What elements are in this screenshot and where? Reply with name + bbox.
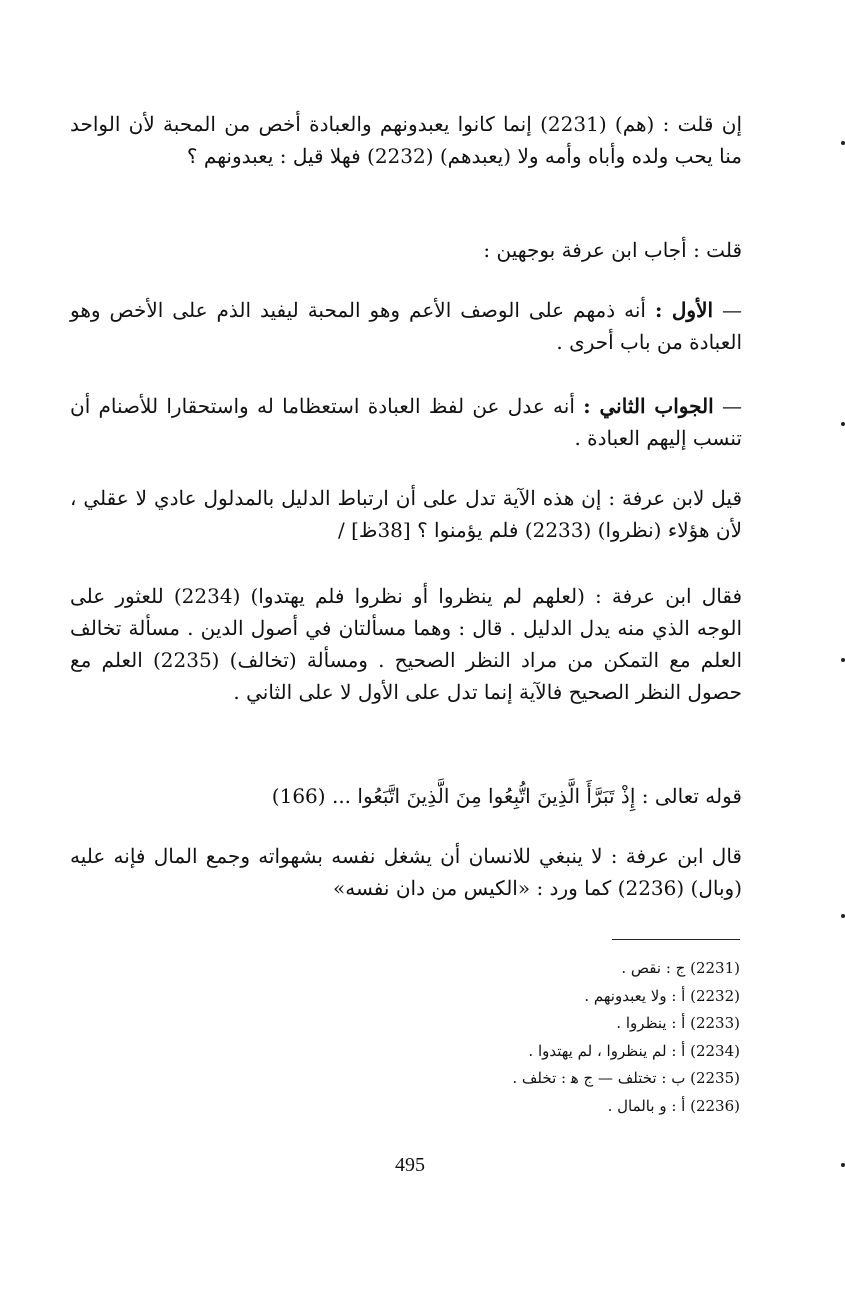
paragraph-commentary [70, 840, 742, 904]
paragraph-body [70, 390, 742, 454]
paragraph-second-answer [70, 390, 742, 454]
footnote-item: (2233) أ : ينظروا . [616, 1014, 740, 1032]
scan-edge-mark [841, 658, 845, 662]
first-answer-heading: الأول : [654, 298, 714, 322]
paragraph-text: أنه ذمهم على الوصف الأعم وهو المحبة ليفيد الذم على الأخص وهو العبادة من باب أحرى . [70, 298, 742, 354]
paragraph-question [70, 108, 742, 172]
paragraph-text: أنه عدل عن لفظ العبادة استعظاما له واستحقارا للأصنام أن تنسب إليهم العبادة . [70, 394, 742, 450]
dash: — [722, 298, 743, 322]
footnotes [330, 955, 740, 1120]
paragraph-text: قيل لابن عرفة : إن هذه الآية تدل على أن ارتباط الدليل بالمدلول عادي لا عقلي ، لأن هؤلاء (نظروا) (2233) فلم يؤمنوا ؟ [38ظ] / [70, 486, 742, 542]
manuscript-folio-marker: [38ظ] / [338, 518, 411, 542]
scan-edge-mark [841, 141, 845, 145]
paragraph-body [70, 294, 742, 358]
footnote-item: (2235) ب : تختلف — ج ﻫ : تخلف . [512, 1069, 740, 1087]
second-answer-heading: الجواب الثاني : [583, 394, 714, 418]
scan-edge-mark [841, 914, 845, 918]
scan-edge-mark [841, 1163, 845, 1167]
dash: — [722, 394, 743, 418]
paragraph-answer-intro [70, 234, 742, 266]
footnote-item: (2232) أ : ولا يعبدونهم . [584, 986, 740, 1005]
paragraph-quran-verse [70, 780, 742, 812]
footnote-item: (2236) أ : و بالمال . [607, 1096, 740, 1115]
page-number: 495 [395, 1154, 425, 1176]
paragraph-reply [70, 580, 742, 708]
paragraph-first-answer [70, 294, 742, 358]
footnote-divider [612, 939, 740, 940]
paragraph-text: قوله تعالى : إِذْ تَبَرَّأَ الَّذِينَ اتُّبِعُوا مِنَ الَّذِينَ اتَّبَعُوا ... (166) [271, 784, 742, 808]
paragraph-objection [70, 482, 742, 546]
paragraph-text: قلت : أجاب ابن عرفة بوجهين : [483, 238, 742, 262]
paragraph-text: قال ابن عرفة : لا ينبغي للانسان أن يشغل نفسه بشهواته وجمع المال فإنه عليه (وبال) (2236) كما ورد : «الكيس من دان نفسه» [70, 844, 742, 900]
paragraph-text: إن قلت : (هم) (2231) إنما كانوا يعبدونهم والعبادة أخص من المحبة لأن الواحد منا يحب ولده وأباه وأمه ولا (يعبدهم) (2232) فهلا قيل : يعبدونهم ؟ [70, 112, 743, 168]
footnote-item: (2231) ج : نقص . [621, 959, 740, 977]
scan-edge-mark [841, 422, 845, 426]
paragraph-text: فقال ابن عرفة : (لعلهم لم ينظروا أو نظروا فلم يهتدوا) (2234) للعثور على الوجه الذي منه يدل الدليل . قال : وهما مسألتان في أصول الدين . مسألة تخالف العلم مع التمكن من مراد النظر الصحيح . ومسألة (تخالف) (2235) العلم مع حصول النظر الصحيح فالآية إنما تدل على الأول لا على الثاني . [70, 584, 743, 704]
footnote-item: (2234) أ : لم ينظروا ، لم يهتدوا . [528, 1041, 740, 1060]
